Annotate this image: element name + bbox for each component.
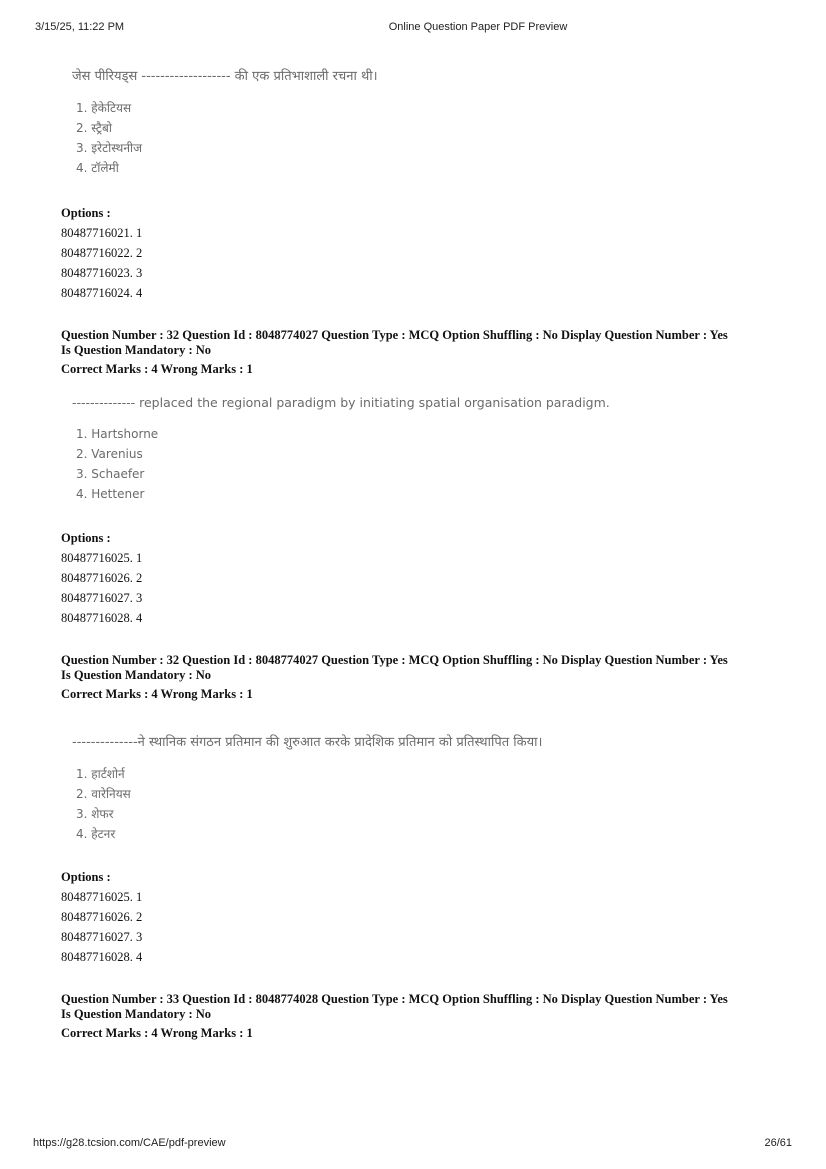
question-marks: Correct Marks : 4 Wrong Marks : 1 — [61, 1026, 253, 1040]
question-stem: जेस पीरियड्स ------------------- की एक प्रतिभाशाली रचना थी। — [72, 69, 378, 84]
question-mandatory: Is Question Mandatory : No — [61, 668, 212, 682]
question-meta-3 — [61, 992, 791, 1041]
question-marks: Correct Marks : 4 Wrong Marks : 1 — [61, 687, 253, 701]
option-id: 80487716027. 3 — [61, 930, 143, 944]
question-meta-line: Question Number : 33 Question Id : 8048774028 Question Type : MCQ Option Shuffling : No Display Question Number : Yes — [61, 992, 728, 1006]
question-mandatory: Is Question Mandatory : No — [61, 343, 212, 357]
options-label: Options : — [61, 531, 111, 545]
option-id: 80487716028. 4 — [61, 611, 143, 625]
options-block-1 — [61, 203, 781, 303]
option-id: 80487716025. 1 — [61, 551, 143, 565]
question-option: 4. हेटनर — [76, 827, 116, 841]
question-option: 4. टॉलेमी — [76, 161, 119, 175]
question-meta-2 — [61, 653, 791, 702]
options-block-3 — [61, 867, 781, 967]
question-mandatory: Is Question Mandatory : No — [61, 1007, 212, 1021]
page-number: 26/61 — [764, 1137, 792, 1149]
question-options-list — [76, 764, 542, 844]
print-datetime: 3/15/25, 11:22 PM — [35, 21, 125, 33]
options-label: Options : — [61, 870, 111, 884]
options-block-2 — [61, 528, 781, 628]
question-option: 3. Schaefer — [76, 467, 145, 481]
option-id: 80487716025. 1 — [61, 890, 143, 904]
option-id: 80487716026. 2 — [61, 910, 143, 924]
option-id: 80487716028. 4 — [61, 950, 143, 964]
question-image-hindi-2 — [72, 732, 542, 844]
question-marks: Correct Marks : 4 Wrong Marks : 1 — [61, 362, 253, 376]
question-option: 2. स्ट्रैबो — [76, 121, 112, 135]
print-url: https://g28.tcsion.com/CAE/pdf-preview — [33, 1137, 226, 1149]
option-id: 80487716022. 2 — [61, 246, 143, 260]
question-option: 2. Varenius — [76, 447, 143, 461]
option-id: 80487716026. 2 — [61, 571, 143, 585]
question-image-hindi-1 — [72, 66, 378, 178]
question-meta-1 — [61, 328, 791, 377]
question-option: 3. इरेटोस्थनीज — [76, 141, 142, 155]
option-id: 80487716021. 1 — [61, 226, 143, 240]
question-options-list — [76, 98, 378, 178]
options-label: Options : — [61, 206, 111, 220]
question-stem: --------------ने स्थानिक संगठन प्रतिमान की शुरुआत करके प्रादेशिक प्रतिमान को प्रतिस्थापित किया। — [72, 735, 543, 750]
print-title: Online Question Paper PDF Preview — [388, 21, 568, 33]
option-id: 80487716027. 3 — [61, 591, 143, 605]
question-option: 3. शेफर — [76, 807, 114, 821]
question-meta-line: Question Number : 32 Question Id : 8048774027 Question Type : MCQ Option Shuffling : No Display Question Number : Yes — [61, 653, 728, 667]
option-id: 80487716023. 3 — [61, 266, 143, 280]
question-option: 2. वारेनियस — [76, 787, 131, 801]
question-option: 4. Hettener — [76, 487, 145, 501]
question-option: 1. हेकेटियस — [76, 101, 132, 115]
question-stem: -------------- replaced the regional paradigm by initiating spatial organisation paradigm. — [72, 395, 610, 410]
question-image-english — [72, 395, 610, 504]
question-option: 1. हार्टशोर्न — [76, 767, 125, 781]
question-meta-line: Question Number : 32 Question Id : 8048774027 Question Type : MCQ Option Shuffling : No Display Question Number : Yes — [61, 328, 728, 342]
question-option: 1. Hartshorne — [76, 427, 159, 441]
question-options-list — [76, 424, 610, 504]
option-id: 80487716024. 4 — [61, 286, 143, 300]
